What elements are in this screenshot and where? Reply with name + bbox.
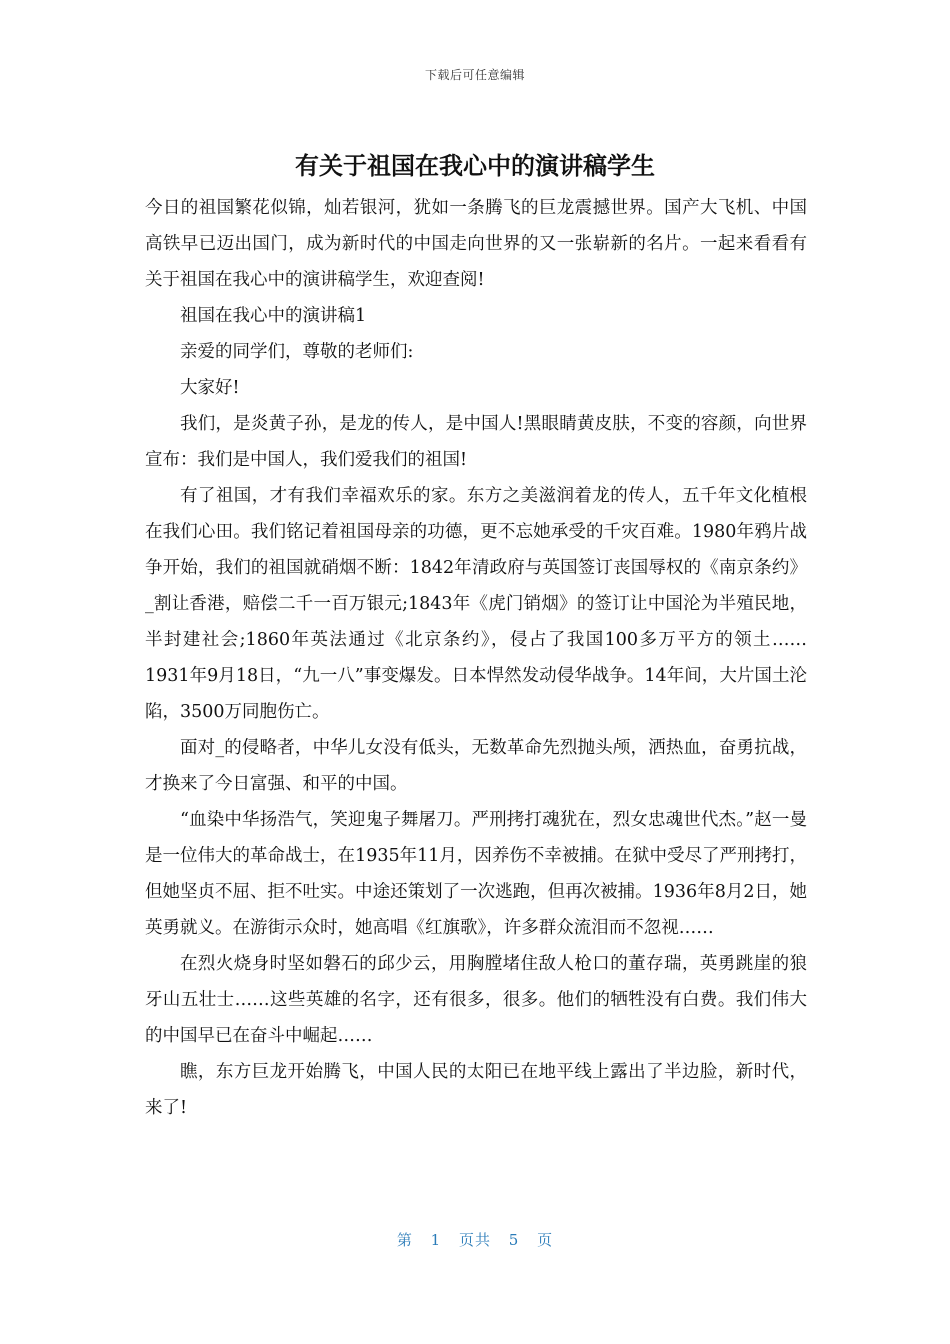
paragraph-body: “血染中华扬浩气，笑迎鬼子舞屠刀。严刑拷打魂犹在，烈女忠魂世代杰。”赵一曼是一位伟大的革命战士，在1935年11月，因养伤不幸被捕。在狱中受尽了严刑拷打，但她坚贞不屈、拒不吐实。中途还策划了一次逃跑，但再次被捕。1936年8月2日，她英勇就义。在游街示众时，她高唱《红旗歌》，许多群众流泪而不忽视……	[145, 810, 807, 938]
footer-suffix: 页	[537, 1231, 554, 1249]
paragraph-speech-heading: 祖国在我心中的演讲稿1	[180, 306, 367, 326]
paragraph-greeting: 大家好!	[180, 378, 240, 398]
paragraph-intro: 今日的祖国繁花似锦，灿若银河，犹如一条腾飞的巨龙震撼世界。国产大飞机、中国高铁早已迈出国门，成为新时代的中国走向世界的又一张崭新的名片。一起来看看有关于祖国在我心中的演讲稿学生，欢迎查阅!	[145, 198, 807, 290]
footer-prefix: 第	[396, 1231, 413, 1249]
footer-middle: 页共	[458, 1231, 491, 1249]
paragraph-body: 有了祖国，才有我们幸福欢乐的家。东方之美滋润着龙的传人，五千年文化植根在我们心田。我们铭记着祖国母亲的功德，更不忘她承受的千灾百难。1980年鸦片战争开始，我们的祖国就硝烟不断：1842年清政府与英国签订丧国辱权的《南京条约》_割让香港，赔偿二千一百万银元;1843年《虎门销烟》的签订让中国沦为半殖民地，半封建社会;1860年英法通过《北京条约》，侵占了我国100多万平方的领土……1931年9月18日，“九一八”事变爆发。日本悍然发动侵华战争。14年间，大片国土沦陷，3500万同胞伤亡。	[145, 486, 807, 722]
paragraph-body: 面对_的侵略者，中华儿女没有低头，无数革命先烈抛头颅，洒热血，奋勇抗战，才换来了今日富强、和平的中国。	[145, 738, 807, 794]
footer-total-pages: 5	[508, 1231, 520, 1249]
paragraph-body: 在烈火烧身时坚如磐石的邱少云，用胸膛堵住敌人枪口的董存瑞，英勇跳崖的狼牙山五壮士……这些英雄的名字，还有很多，很多。他们的牺牲没有白费。我们伟大的中国早已在奋斗中崛起……	[145, 954, 807, 1046]
paragraph-body: 瞧，东方巨龙开始腾飞，中国人民的太阳已在地平线上露出了半边脸，新时代，来了!	[145, 1062, 807, 1118]
page-footer	[0, 1229, 950, 1250]
document-body	[145, 190, 807, 1126]
footer-page-number: 1	[430, 1231, 442, 1249]
document-title: 有关于祖国在我心中的演讲稿学生	[295, 152, 655, 180]
paragraph-salutation: 亲爱的同学们，尊敬的老师们:	[180, 342, 414, 362]
paragraph-body: 我们，是炎黄子孙，是龙的传人，是中国人!黑眼睛黄皮肤，不变的容颜，向世界宣布：我们是中国人，我们爱我们的祖国!	[145, 414, 807, 470]
header-note: 下载后可任意编辑	[424, 68, 525, 82]
